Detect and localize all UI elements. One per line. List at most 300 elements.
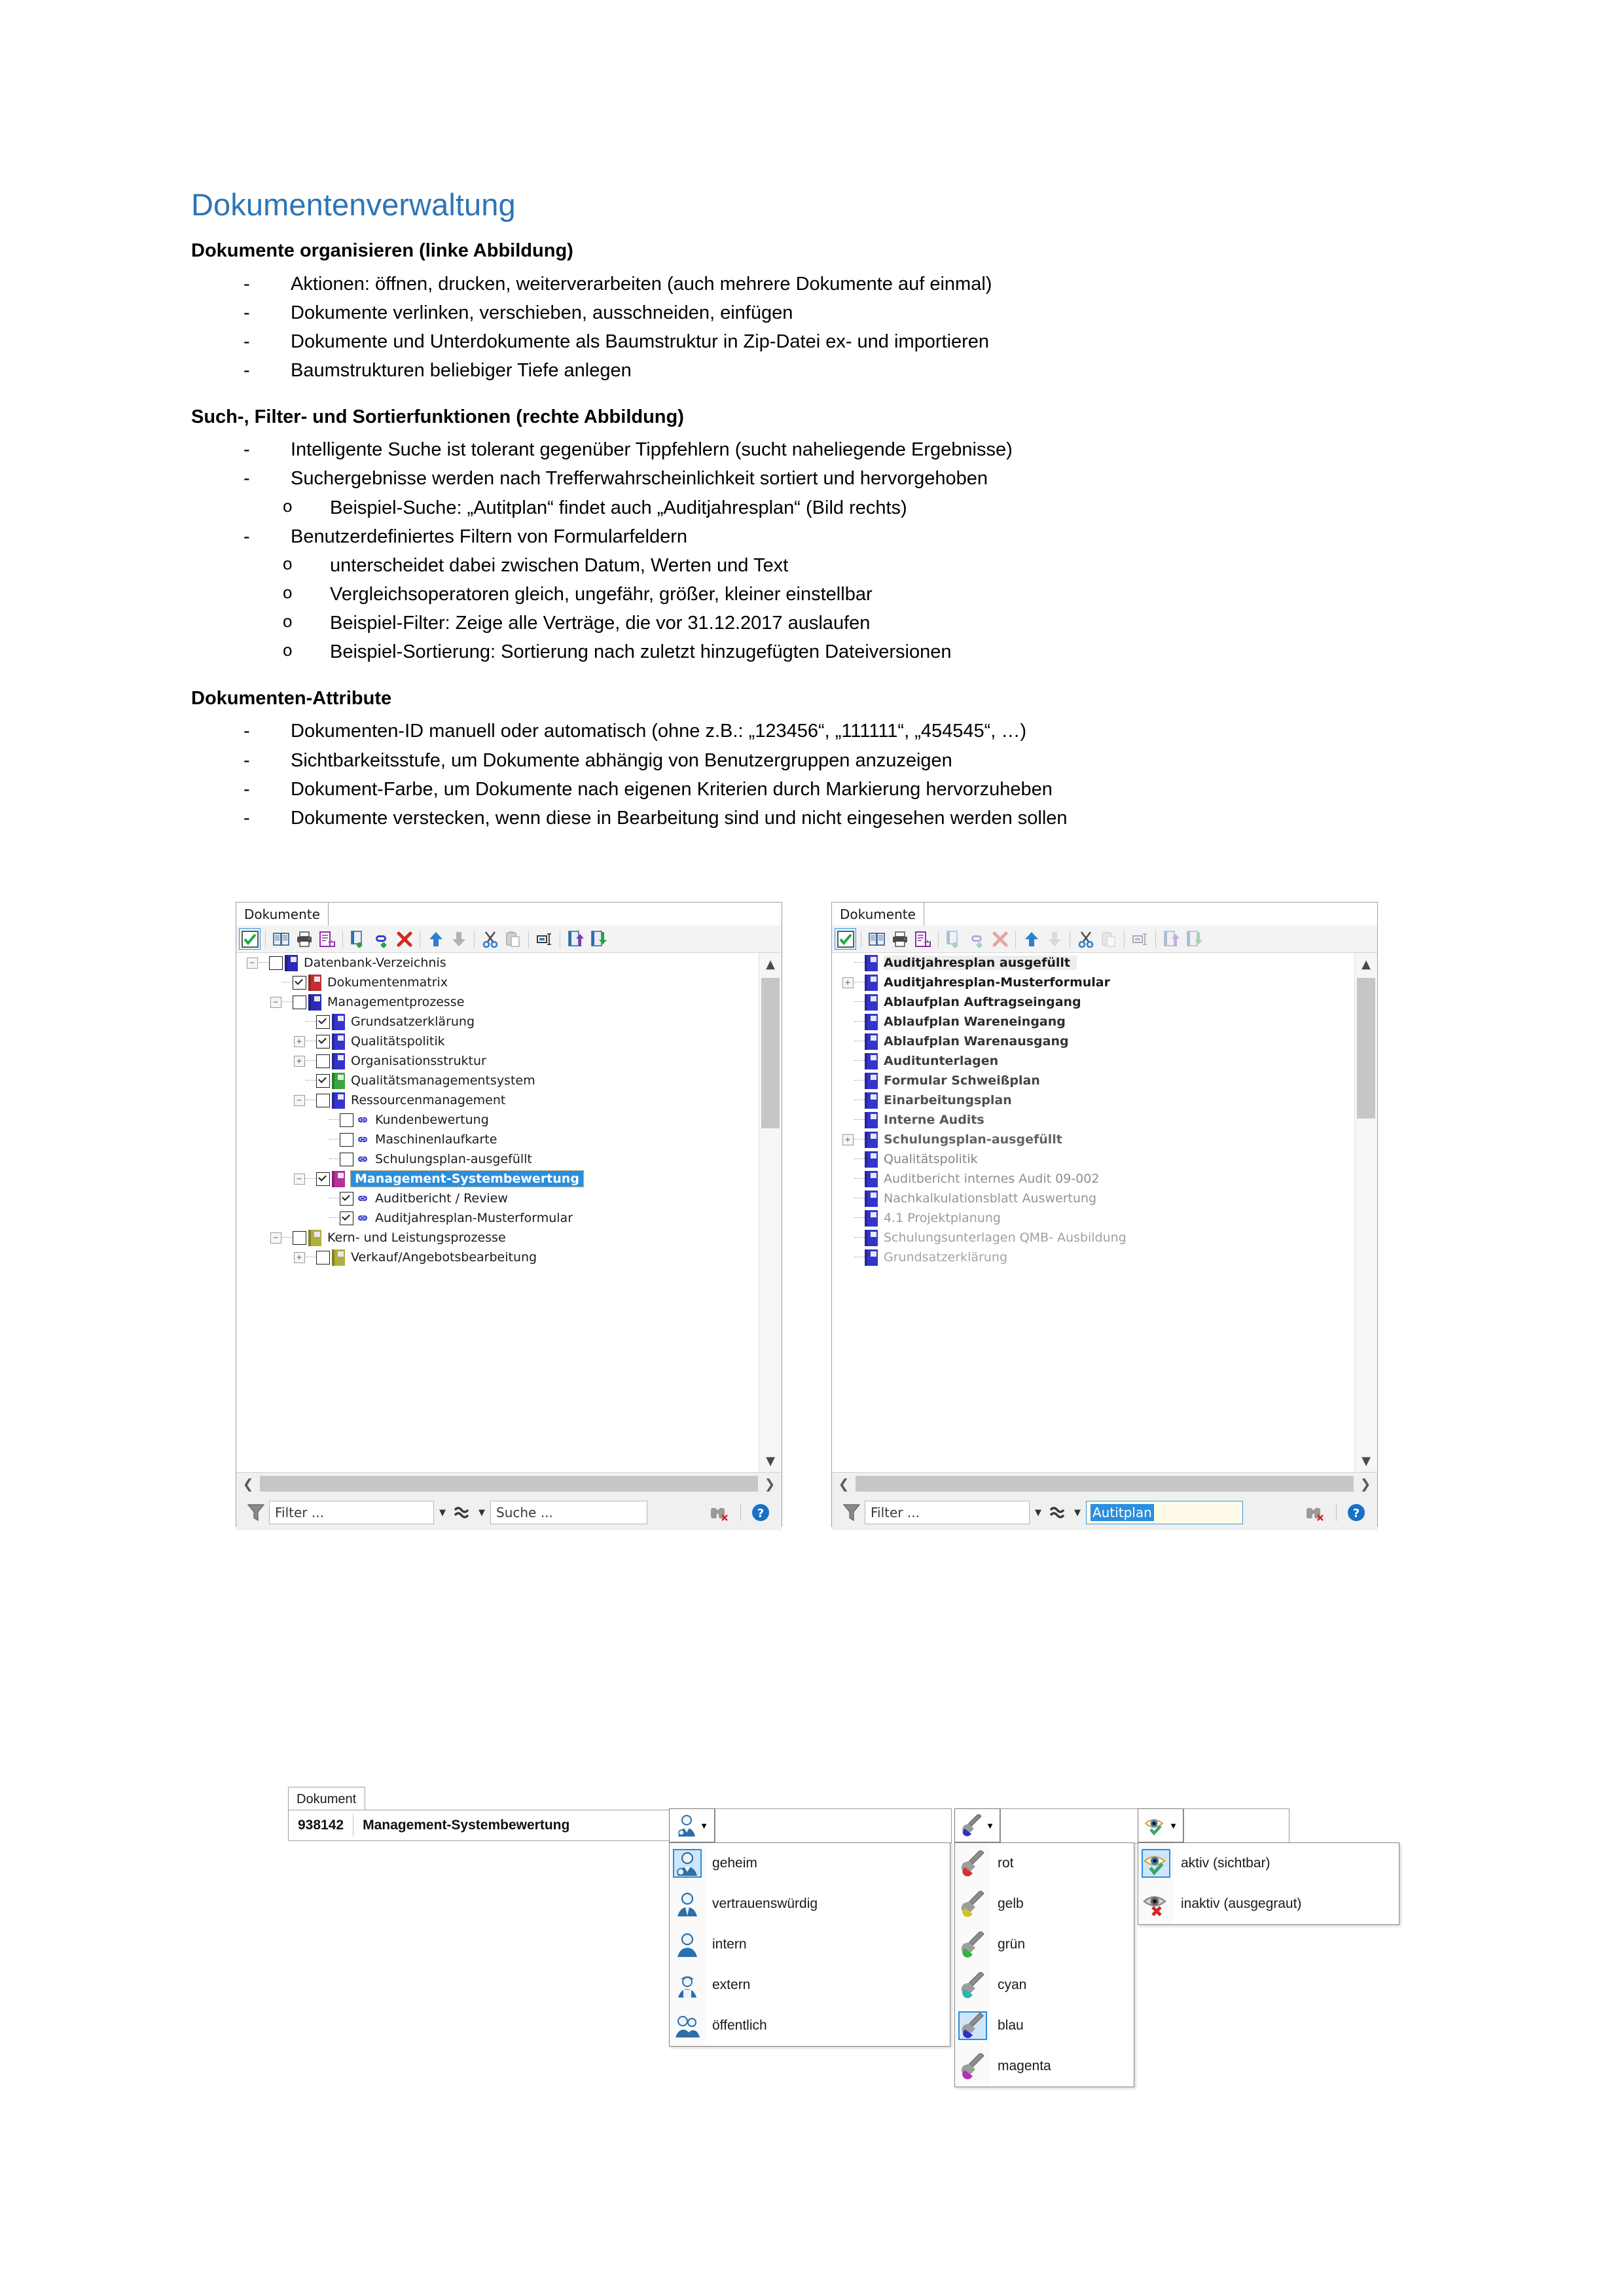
color-option-rot[interactable]	[955, 1843, 1134, 1884]
tree-spacer	[841, 1094, 854, 1107]
tree-connector	[306, 1021, 316, 1022]
delete-icon[interactable]	[989, 928, 1011, 950]
document-link-icon	[355, 1113, 370, 1127]
tree-row[interactable]	[236, 1110, 782, 1130]
tree-connector	[854, 1100, 865, 1101]
right-filter-bar	[832, 1495, 1377, 1530]
tree-spacer	[269, 976, 282, 989]
tree-connector	[854, 982, 865, 983]
document-book-icon	[865, 1171, 878, 1187]
bullet-marker: -	[244, 468, 250, 490]
right-toolbar	[832, 925, 1377, 953]
tree-row-checkbox[interactable]	[340, 1153, 353, 1166]
bullet-text: Sichtbarkeitsstufe, um Dokumente abhängig von Benutzergruppen anzuzeigen	[291, 749, 952, 771]
eye-inactive-icon	[1142, 1890, 1170, 1918]
tree-row[interactable]	[236, 1012, 782, 1031]
visibility-dropdown-menu[interactable]	[669, 1842, 950, 2047]
tree-connector	[854, 1080, 865, 1081]
bullet-text: Dokumente verlinken, verschieben, ausschneiden, einfügen	[291, 302, 793, 323]
visibility-option-extern[interactable]	[670, 1965, 950, 2005]
left-tree-vertical-scrollbar[interactable]	[759, 953, 782, 1472]
bullet-list	[191, 717, 1441, 832]
tree-connector	[854, 1041, 865, 1042]
tree-connector	[854, 1021, 865, 1022]
document-book-icon	[332, 1073, 345, 1089]
visibility-option-vertrauenswürdig[interactable]	[670, 1884, 950, 1924]
tree-row-label: Datenbank-Verzeichnis	[304, 956, 446, 970]
document-book-icon	[865, 1014, 878, 1030]
paste-icon[interactable]	[502, 928, 524, 950]
result-row-label: Einarbeitungsplan	[884, 1093, 1012, 1107]
help-icon[interactable]	[746, 1503, 775, 1522]
document-book-icon	[865, 1151, 878, 1168]
brush-icon	[958, 2052, 987, 2081]
tree-connector	[854, 1119, 865, 1121]
bullet-item	[191, 356, 1441, 385]
scrollbar-thumb[interactable]	[761, 978, 780, 1128]
menu-item-label: vertrauenswürdig	[712, 1896, 818, 1911]
result-row-label: Schulungsunterlagen QMB- Ausbildung	[884, 1230, 1127, 1245]
scroll-up-icon[interactable]: ▲	[1362, 957, 1371, 971]
right-search-results-window	[831, 902, 1378, 1527]
scroll-right-icon[interactable]: ❯	[764, 1476, 776, 1492]
expand-node-icon[interactable]: +	[841, 976, 854, 989]
tree-row[interactable]	[236, 973, 782, 992]
bullet-text: Beispiel-Suche: „Autitplan“ findet auch „Auditjahresplan“ (Bild rechts)	[330, 497, 907, 518]
document-book-icon	[332, 1033, 345, 1050]
visibility-option-geheim[interactable]	[670, 1843, 950, 1884]
document-book-icon	[865, 1033, 878, 1050]
tree-row-label: Schulungsplan-ausgefüllt	[375, 1152, 532, 1166]
result-row[interactable]	[832, 992, 1377, 1012]
color-option-gelb[interactable]	[955, 1884, 1134, 1924]
bullet-text: Dokument-Farbe, um Dokumente nach eigenen Kriterien durch Markierung hervorzuheben	[291, 778, 1053, 800]
right-search-value: Autitplan	[1091, 1504, 1154, 1521]
right-search-input[interactable]	[1086, 1501, 1243, 1524]
expand-node-icon[interactable]: +	[293, 1035, 306, 1048]
right-operator-dropdown-caret[interactable]: ▼	[1074, 1507, 1081, 1518]
state-dropdown-menu[interactable]	[1138, 1842, 1399, 1925]
color-option-grün[interactable]	[955, 1924, 1134, 1965]
tree-row-label: Management-Systembewertung	[351, 1171, 583, 1187]
tree-connector	[329, 1158, 340, 1160]
section-spacer	[191, 666, 1441, 685]
user-secret-icon	[676, 1814, 698, 1837]
left-filter-input[interactable]	[269, 1501, 434, 1524]
paste-icon[interactable]	[1098, 928, 1119, 950]
bullet-marker: o	[283, 582, 293, 602]
result-row-label: Qualitätspolitik	[884, 1152, 978, 1166]
bullet-marker: -	[244, 721, 250, 742]
tree-connector	[854, 1257, 865, 1258]
binoculars-clear-icon[interactable]	[1300, 1503, 1330, 1522]
tree-spacer	[841, 1211, 854, 1225]
open-document-icon[interactable]	[270, 928, 292, 950]
tree-spacer	[841, 1015, 854, 1028]
bullet-list	[191, 270, 1441, 385]
result-row[interactable]	[832, 1130, 1377, 1149]
result-row[interactable]	[832, 1208, 1377, 1228]
expand-node-icon[interactable]: +	[841, 1133, 854, 1146]
brush-icon	[958, 1971, 987, 2000]
move-down-icon[interactable]	[1043, 928, 1065, 950]
tree-row-checkbox[interactable]	[316, 1094, 330, 1107]
bullet-marker: -	[244, 359, 250, 381]
visibility-dropdown-button[interactable]	[669, 1808, 715, 1842]
tree-spacer	[316, 1211, 329, 1225]
bullet-item	[191, 609, 1441, 637]
tree-row-label: Maschinenlaufkarte	[375, 1132, 497, 1147]
tree-spacer	[841, 1153, 854, 1166]
bullet-item	[191, 637, 1441, 666]
tree-row[interactable]	[236, 1071, 782, 1090]
select-all-icon[interactable]	[835, 928, 856, 950]
scroll-left-icon[interactable]: ❮	[838, 1476, 850, 1492]
left-filter-placeholder: Filter ...	[275, 1505, 324, 1520]
bullet-item	[191, 717, 1441, 745]
funnel-icon[interactable]	[839, 1503, 865, 1522]
tree-row-label: Auditjahresplan-Musterformular	[375, 1211, 573, 1225]
menu-item-label: inaktiv (ausgegraut)	[1181, 1896, 1302, 1911]
collapse-node-icon[interactable]: −	[293, 1094, 306, 1107]
document-book-icon	[865, 1073, 878, 1089]
toolbar-separator	[1124, 931, 1125, 948]
tree-connector	[854, 1158, 865, 1160]
scroll-left-icon[interactable]: ❮	[242, 1476, 254, 1492]
tree-row-checkbox[interactable]	[293, 976, 306, 990]
document-book-icon	[865, 1191, 878, 1207]
bullet-text: unterscheidet dabei zwischen Datum, Werten und Text	[330, 554, 789, 576]
page-title: Dokumentenverwaltung	[191, 187, 516, 222]
scroll-down-icon[interactable]: ▼	[766, 1454, 775, 1468]
cut-icon[interactable]	[1075, 928, 1096, 950]
tree-row-checkbox[interactable]	[316, 1054, 330, 1068]
add-document-icon[interactable]	[943, 928, 965, 950]
document-book-icon	[865, 1112, 878, 1128]
scroll-down-icon[interactable]: ▼	[1362, 1454, 1371, 1468]
export-zip-icon[interactable]	[1161, 928, 1182, 950]
tree-spacer	[841, 1035, 854, 1048]
tree-row-checkbox[interactable]	[340, 1133, 353, 1147]
result-row[interactable]	[832, 1110, 1377, 1130]
tree-spacer	[841, 996, 854, 1009]
document-book-icon	[308, 1230, 321, 1246]
result-row[interactable]	[832, 1012, 1377, 1031]
tree-spacer	[316, 1113, 329, 1126]
document-book-icon	[865, 1230, 878, 1246]
left-filter-dropdown-caret[interactable]: ▼	[439, 1507, 446, 1518]
bullet-marker: o	[283, 611, 293, 631]
bullet-list	[191, 435, 1441, 493]
tree-row[interactable]	[236, 953, 782, 973]
tree-connector	[854, 962, 865, 963]
tree-row[interactable]	[236, 1228, 782, 1247]
bullet-list	[191, 493, 1441, 522]
print-icon[interactable]	[889, 928, 911, 950]
move-up-icon[interactable]	[425, 928, 446, 950]
user-icon	[673, 1930, 702, 1959]
result-row-label: Ablaufplan Auftragseingang	[884, 995, 1081, 1009]
bullet-text: Suchergebnisse werden nach Trefferwahrscheinlichkeit sortiert und hervorgehoben	[291, 468, 988, 490]
tree-row-checkbox[interactable]	[269, 956, 283, 970]
tab-dokumente-left[interactable]: Dokumente	[236, 902, 329, 925]
import-zip-icon[interactable]	[588, 928, 609, 950]
result-row[interactable]	[832, 1090, 1377, 1110]
tree-row-checkbox[interactable]	[316, 1035, 330, 1049]
tree-connector	[306, 1060, 316, 1062]
result-row[interactable]	[832, 1228, 1377, 1247]
result-row-label: Schulungsplan-ausgefüllt	[884, 1132, 1062, 1147]
bullet-item	[191, 580, 1441, 609]
document-book-icon	[285, 955, 298, 971]
user-worker-icon	[673, 1971, 702, 2000]
tree-row[interactable]	[236, 1149, 782, 1169]
tree-connector	[854, 1237, 865, 1238]
open-document-icon[interactable]	[866, 928, 888, 950]
tree-connector	[306, 1257, 316, 1258]
right-results-tree[interactable]	[832, 953, 1377, 1472]
brush-icon	[958, 1930, 987, 1959]
scrollbar-thumb[interactable]	[1357, 978, 1375, 1119]
state-option-inaktiv-ausgegraut-[interactable]	[1138, 1884, 1399, 1924]
menu-item-label: magenta	[998, 2058, 1051, 2073]
tree-row-label: Qualitätspolitik	[351, 1034, 445, 1049]
collapse-node-icon[interactable]: −	[293, 1172, 306, 1185]
tree-row-label: Grundsatzerklärung	[351, 1014, 475, 1029]
add-link-icon[interactable]	[370, 928, 392, 950]
visibility-option-öffentlich[interactable]	[670, 2005, 950, 2046]
import-zip-icon[interactable]	[1183, 928, 1205, 950]
expand-node-icon[interactable]: +	[293, 1054, 306, 1067]
tree-spacer	[316, 1153, 329, 1166]
bullet-item	[191, 775, 1441, 804]
left-operator-dropdown-caret[interactable]: ▼	[478, 1507, 485, 1518]
tree-row[interactable]	[236, 992, 782, 1012]
tree-row[interactable]	[236, 1247, 782, 1267]
document-book-icon	[308, 975, 321, 991]
tree-row-checkbox[interactable]	[340, 1192, 353, 1206]
print-icon[interactable]	[293, 928, 315, 950]
tree-connector	[282, 982, 293, 983]
tree-connector	[329, 1198, 340, 1199]
bullet-marker: -	[244, 273, 250, 295]
document-book-icon	[865, 1053, 878, 1069]
bullet-marker: -	[244, 807, 250, 829]
tree-row-checkbox[interactable]	[316, 1172, 330, 1186]
chevron-down-icon: ▼	[1169, 1820, 1178, 1831]
tree-row-checkbox[interactable]	[340, 1211, 353, 1225]
add-document-icon[interactable]	[348, 928, 369, 950]
document-id-value: 938142	[298, 1818, 344, 1833]
tree-spacer	[316, 1192, 329, 1205]
menu-item-label: grün	[998, 1937, 1026, 1952]
menu-item-label: gelb	[998, 1896, 1024, 1911]
move-up-icon[interactable]	[1020, 928, 1042, 950]
tree-row[interactable]	[236, 1169, 782, 1189]
tab-dokument[interactable]: Dokument	[288, 1787, 365, 1810]
bullet-marker: -	[244, 439, 250, 461]
result-row-label: Auditjahresplan ausgefüllt	[884, 956, 1077, 970]
visibility-value-field[interactable]	[715, 1808, 952, 1844]
collapse-node-icon[interactable]: −	[269, 996, 282, 1009]
bullet-item	[191, 551, 1441, 580]
tree-connector	[306, 1100, 316, 1101]
color-dropdown-button[interactable]	[954, 1808, 1000, 1842]
process-further-icon[interactable]	[316, 928, 338, 950]
right-filter-input[interactable]	[865, 1501, 1030, 1524]
chevron-down-icon: ▼	[700, 1820, 708, 1831]
result-row[interactable]	[832, 973, 1377, 992]
tree-spacer	[841, 1251, 854, 1264]
tree-spacer	[841, 1054, 854, 1067]
tree-row-label: Auditbericht / Review	[375, 1191, 508, 1206]
tree-row[interactable]	[236, 1208, 782, 1228]
delete-icon[interactable]	[393, 928, 415, 950]
state-value-field[interactable]	[1183, 1808, 1290, 1844]
result-row[interactable]	[832, 1169, 1377, 1189]
brush-icon	[958, 1849, 987, 1878]
bullet-text: Benutzerdefiniertes Filtern von Formularfeldern	[291, 526, 688, 547]
right-filter-dropdown-caret[interactable]: ▼	[1035, 1507, 1041, 1518]
document-name-value: Management-Systembewertung	[363, 1818, 570, 1833]
rename-icon[interactable]	[1129, 928, 1151, 950]
result-row-label: Ablaufplan Warenausgang	[884, 1034, 1069, 1049]
result-row-label: Grundsatzerklärung	[884, 1250, 1008, 1265]
left-document-tree[interactable]	[236, 953, 782, 1472]
user-secret-icon	[673, 1849, 702, 1878]
tree-connector	[854, 1001, 865, 1003]
left-search-input[interactable]	[490, 1501, 647, 1524]
document-book-icon	[865, 955, 878, 971]
result-row[interactable]	[832, 1189, 1377, 1208]
scrollbar-thumb[interactable]	[856, 1476, 1354, 1492]
tree-spacer	[841, 956, 854, 969]
result-row[interactable]	[832, 1071, 1377, 1090]
approx-operator-icon[interactable]	[451, 1505, 473, 1520]
cut-icon[interactable]	[479, 928, 501, 950]
document-link-icon	[355, 1191, 370, 1206]
menu-item-label: rot	[998, 1856, 1014, 1871]
rename-icon[interactable]	[533, 928, 555, 950]
left-tree-horizontal-scrollbar[interactable]	[236, 1472, 782, 1495]
bullet-item	[191, 270, 1441, 298]
tree-spacer	[841, 1113, 854, 1126]
tree-spacer	[293, 1015, 306, 1028]
binoculars-clear-icon[interactable]	[704, 1503, 734, 1522]
brush-icon	[958, 2011, 987, 2040]
result-row[interactable]	[832, 1149, 1377, 1169]
bullet-item	[191, 746, 1441, 775]
tree-row[interactable]	[236, 1031, 782, 1051]
help-icon[interactable]	[1342, 1503, 1371, 1522]
result-row[interactable]	[832, 953, 1377, 973]
tree-row-label: Kundenbewertung	[375, 1113, 489, 1127]
export-zip-icon[interactable]	[565, 928, 586, 950]
menu-item-label: öffentlich	[712, 2018, 767, 2033]
state-dropdown-button[interactable]	[1138, 1808, 1183, 1842]
color-option-blau[interactable]	[955, 2005, 1134, 2046]
collapse-node-icon[interactable]: −	[245, 956, 259, 969]
color-option-cyan[interactable]	[955, 1965, 1134, 2005]
left-document-tree-window	[236, 902, 782, 1527]
tree-row-checkbox[interactable]	[316, 1015, 330, 1029]
tree-connector	[329, 1139, 340, 1140]
tree-row-checkbox[interactable]	[293, 996, 306, 1009]
tree-spacer	[841, 1192, 854, 1205]
users-group-icon	[673, 2011, 702, 2040]
visibility-option-intern[interactable]	[670, 1924, 950, 1965]
tree-row[interactable]	[236, 1090, 782, 1110]
document-book-icon	[865, 1132, 878, 1148]
menu-item-label: blau	[998, 2018, 1024, 2033]
add-link-icon[interactable]	[966, 928, 988, 950]
tree-row-label: Verkauf/Angebotsbearbeitung	[351, 1250, 537, 1265]
document-book-icon	[332, 1053, 345, 1069]
tab-dokumente-right[interactable]: Dokumente	[831, 902, 924, 925]
process-further-icon[interactable]	[912, 928, 933, 950]
tree-connector	[854, 1217, 865, 1219]
result-row-label: Nachkalkulationsblatt Auswertung	[884, 1191, 1097, 1206]
scroll-up-icon[interactable]: ▲	[766, 957, 775, 971]
toolbar-separator	[342, 931, 343, 948]
result-row[interactable]	[832, 1031, 1377, 1051]
bullet-marker: -	[244, 749, 250, 771]
right-tree-horizontal-scrollbar[interactable]	[832, 1472, 1377, 1495]
tree-row[interactable]	[236, 1051, 782, 1071]
tree-connector	[282, 1237, 293, 1238]
expand-node-icon[interactable]: +	[293, 1251, 306, 1264]
tree-row-checkbox[interactable]	[316, 1074, 330, 1088]
tree-connector	[854, 1178, 865, 1179]
state-option-aktiv-sichtbar-[interactable]	[1138, 1843, 1399, 1884]
bullet-marker: -	[244, 526, 250, 547]
tree-row-checkbox[interactable]	[293, 1231, 306, 1245]
select-all-icon[interactable]	[239, 928, 261, 950]
section-heading: Dokumenten-Attribute	[191, 687, 392, 709]
approx-operator-icon[interactable]	[1047, 1505, 1069, 1520]
bullet-item	[191, 522, 1441, 551]
collapse-node-icon[interactable]: −	[269, 1231, 282, 1244]
color-dropdown-menu[interactable]	[954, 1842, 1134, 2087]
bullet-text: Beispiel-Filter: Zeige alle Verträge, die vor 31.12.2017 auslaufen	[330, 612, 871, 634]
right-tree-vertical-scrollbar[interactable]	[1354, 953, 1377, 1472]
result-row[interactable]	[832, 1051, 1377, 1071]
tree-connector	[306, 1080, 316, 1081]
tree-connector	[854, 1060, 865, 1062]
scroll-right-icon[interactable]: ❯	[1360, 1476, 1371, 1492]
tree-row-label: Managementprozesse	[327, 995, 465, 1009]
result-row[interactable]	[832, 1247, 1377, 1267]
color-option-magenta[interactable]	[955, 2046, 1134, 2087]
tree-row-checkbox[interactable]	[316, 1251, 330, 1265]
tree-row-checkbox[interactable]	[340, 1113, 353, 1127]
tree-row[interactable]	[236, 1130, 782, 1149]
funnel-icon[interactable]	[243, 1503, 269, 1522]
move-down-icon[interactable]	[448, 928, 469, 950]
result-row-label: Auditjahresplan-Musterformular	[884, 975, 1110, 990]
brush-blue-icon	[960, 1814, 984, 1837]
bullet-marker: o	[283, 495, 293, 516]
brush-icon	[958, 1890, 987, 1918]
scrollbar-thumb[interactable]	[260, 1476, 758, 1492]
tree-connector	[329, 1119, 340, 1121]
tree-row[interactable]	[236, 1189, 782, 1208]
eye-active-icon	[1144, 1815, 1167, 1836]
tree-connector	[306, 1041, 316, 1042]
bullet-list	[191, 522, 1441, 551]
bullet-item	[191, 298, 1441, 327]
document-body	[191, 187, 1441, 833]
